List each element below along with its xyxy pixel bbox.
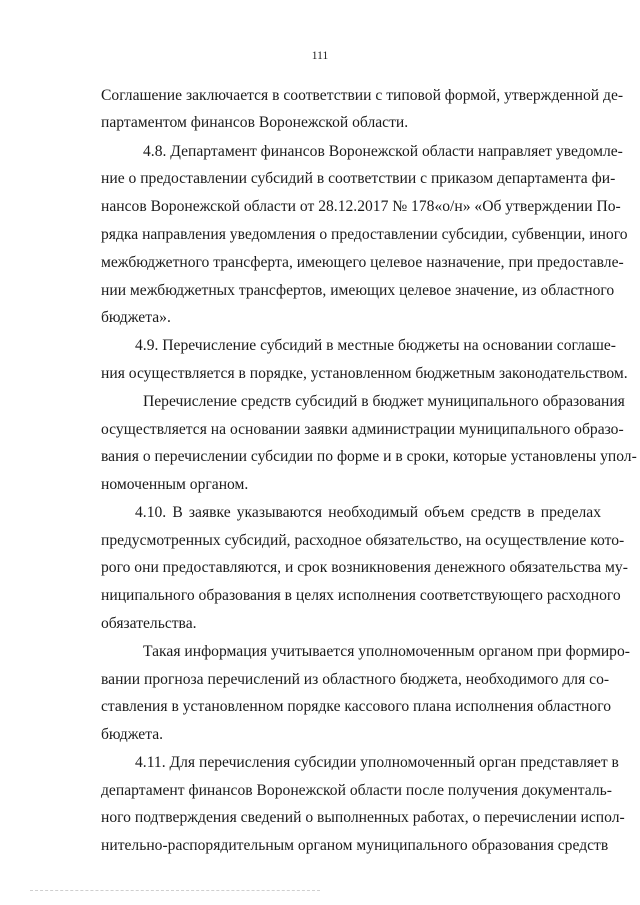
text-line: вании прогноза перечислений из областного бюджета, необходимого для со- xyxy=(101,671,610,688)
text-line: ние о предоставлении субсидий в соответствии с приказом департамента фи- xyxy=(101,170,616,187)
text-line: рядка направления уведомления о предоставлении субсидии, субвенции, иного xyxy=(101,226,628,243)
page-number: 111 xyxy=(311,50,329,62)
text-line: ниципального образования в целях исполнения соответствующего расходного xyxy=(101,587,621,604)
text-line: предусмотренных субсидий, расходное обязательство, на осуществление кото- xyxy=(101,532,625,549)
text-line: 4.10. В заявке указываются необходимый объем средств в пределах xyxy=(135,504,601,521)
text-line: Перечисление средств субсидий в бюджет муниципального образования xyxy=(143,393,625,410)
text-line: вания о перечислении субсидии по форме и в сроки, которые установлены упол- xyxy=(101,448,637,465)
text-line: номоченным органом. xyxy=(101,476,249,493)
text-line: осуществляется на основании заявки администрации муниципального образо- xyxy=(101,421,624,438)
text-line: ния осуществляется в порядке, установленном бюджетным законодательством. xyxy=(101,365,628,382)
text-line: ставления в установленном порядке кассового плана исполнения областного xyxy=(101,698,611,715)
text-line: партаментом финансов Воронежской области. xyxy=(101,114,409,131)
text-line: Такая информация учитывается уполномоченным органом при формиро- xyxy=(143,643,630,660)
text-line: департамент финансов Воронежской области после получения документаль- xyxy=(101,782,612,799)
text-line: бюджета. xyxy=(101,726,164,743)
text-line: нии межбюджетных трансфертов, имеющих целевое значение, из областного xyxy=(101,282,615,299)
text-line: 4.11. Для перечисления субсидии уполномоченный орган представляет в xyxy=(135,754,619,771)
text-line: 4.8. Департамент финансов Воронежской области направляет уведомле- xyxy=(143,143,623,160)
text-line: рого они предоставляются, и срок возникновения денежного обязательства му- xyxy=(101,559,628,576)
text-line: обязательства. xyxy=(101,615,197,632)
scan-artifact-line xyxy=(30,890,320,891)
text-line: нительно-распорядительным органом муниципального образования средств xyxy=(101,837,609,854)
text-line: Соглашение заключается в соответствии с типовой формой, утвержденной де- xyxy=(101,87,624,104)
text-line: 4.9. Перечисление субсидий в местные бюджеты на основании соглаше- xyxy=(135,337,616,354)
text-line: нансов Воронежской области от 28.12.2017 № 178«о/н» «Об утверждении По- xyxy=(101,198,621,215)
text-line: межбюджетного трансферта, имеющего целевое назначение, при предоставле- xyxy=(101,254,624,271)
text-line: ного подтверждения сведений о выполненных работах, о перечислении испол- xyxy=(101,809,625,826)
text-line: бюджета». xyxy=(101,309,171,326)
